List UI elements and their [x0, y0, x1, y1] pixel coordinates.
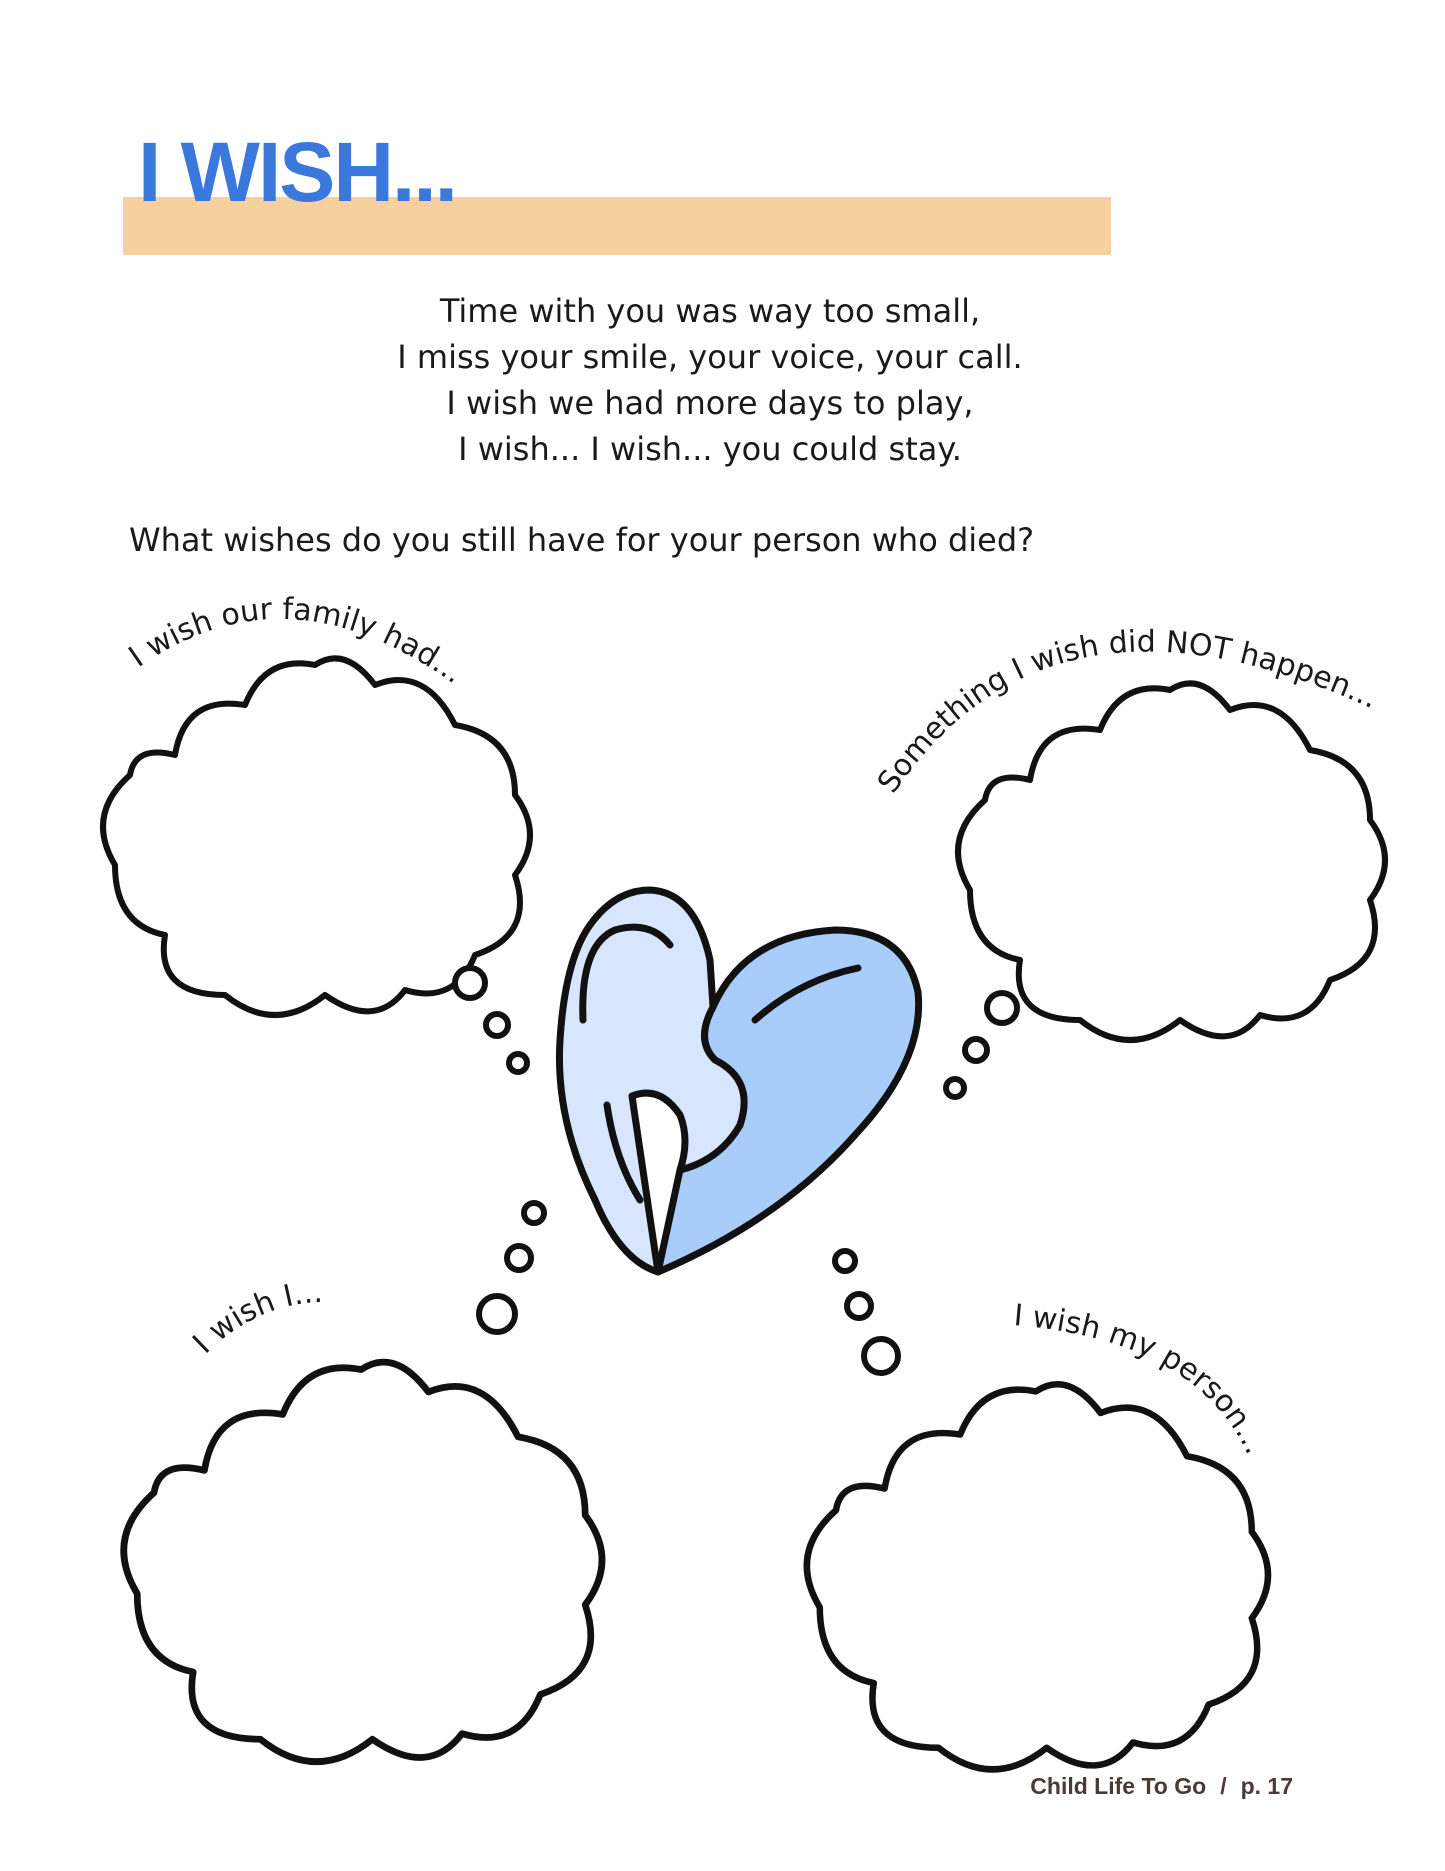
thought-cloud-bottom-left[interactable] [124, 1362, 602, 1761]
poem-line: Time with you was way too small, [439, 292, 981, 330]
footer-separator: / [1220, 1773, 1227, 1799]
page-number: p. 17 [1240, 1773, 1293, 1799]
page-title: I WISH... [138, 125, 456, 219]
puzzle-heart-icon [559, 890, 918, 1272]
poem-line: I wish we had more days to play, [446, 384, 974, 422]
prompt-text-bottom-right: I wish my person... [1012, 1298, 1273, 1460]
poem-line: I miss your smile, your voice, your call. [397, 338, 1023, 376]
thought-bubbles-top-right [946, 993, 1017, 1097]
prompt-text-top-right: Something I wish did NOT happen... [870, 624, 1384, 800]
question-prompt: What wishes do you still have for your person who died? [129, 521, 1035, 559]
poem-line: I wish... I wish... you could stay. [458, 430, 962, 468]
thought-bubbles-top-left [455, 968, 527, 1072]
thought-cloud-top-right[interactable] [958, 683, 1385, 1040]
footer [1030, 1773, 1293, 1800]
thought-bubbles-bottom-left [479, 1203, 544, 1332]
prompt-label-bottom-left [186, 1275, 323, 1361]
prompt-text-bottom-left: I wish I... [186, 1274, 324, 1361]
thought-cloud-bottom-right[interactable] [807, 1384, 1268, 1769]
prompt-text-top-left: I wish our family had... [122, 591, 470, 691]
thought-cloud-top-left[interactable] [103, 658, 530, 1015]
footer-brand: Child Life To Go [1030, 1773, 1207, 1799]
thought-bubbles-bottom-right [835, 1251, 898, 1373]
